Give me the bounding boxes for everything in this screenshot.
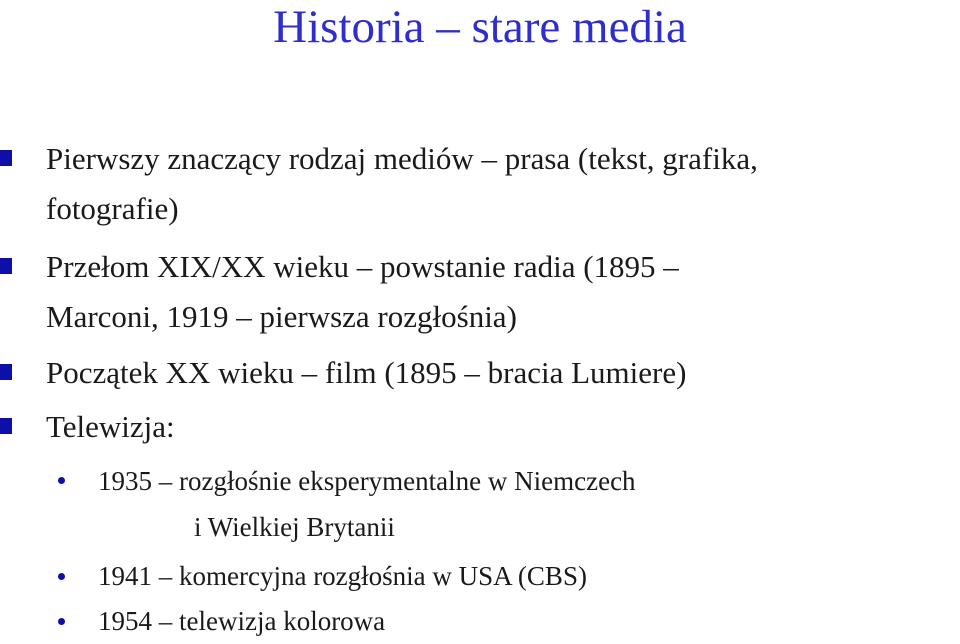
sub-bullet-item-1935-line-2: i Wielkiej Brytanii xyxy=(194,512,395,542)
square-bullet-icon xyxy=(0,150,12,166)
round-bullet-icon xyxy=(58,618,65,625)
bullet-item-radio-line-2: Marconi, 1919 – pierwsza rozgłośnia) xyxy=(46,299,517,334)
bullet-item-film: Początek XX wieku – film (1895 – bracia Lumiere) xyxy=(46,355,687,390)
sub-bullet-item-1954: 1954 – telewizja kolorowa xyxy=(98,606,386,636)
square-bullet-icon xyxy=(0,418,12,434)
sub-bullet-item-1941: 1941 – komercyjna rozgłośnia w USA (CBS) xyxy=(98,561,587,591)
sub-bullet-item-1935-line-1: 1935 – rozgłośnie eksperymentalne w Niemczech xyxy=(98,466,636,496)
round-bullet-icon xyxy=(58,477,65,484)
bullet-item-television: Telewizja: xyxy=(46,409,175,444)
square-bullet-icon xyxy=(0,258,12,274)
bullet-item-press-line-2: fotografie) xyxy=(46,191,179,226)
bullet-item-radio-line-1: Przełom XIX/XX wieku – powstanie radia (1895 – xyxy=(46,249,679,284)
bullet-item-press-line-1: Pierwszy znaczący rodzaj mediów – prasa (tekst, grafika, xyxy=(46,141,758,176)
slide-title: Historia – stare media xyxy=(273,1,687,53)
round-bullet-icon xyxy=(58,573,65,580)
square-bullet-icon xyxy=(0,364,12,380)
